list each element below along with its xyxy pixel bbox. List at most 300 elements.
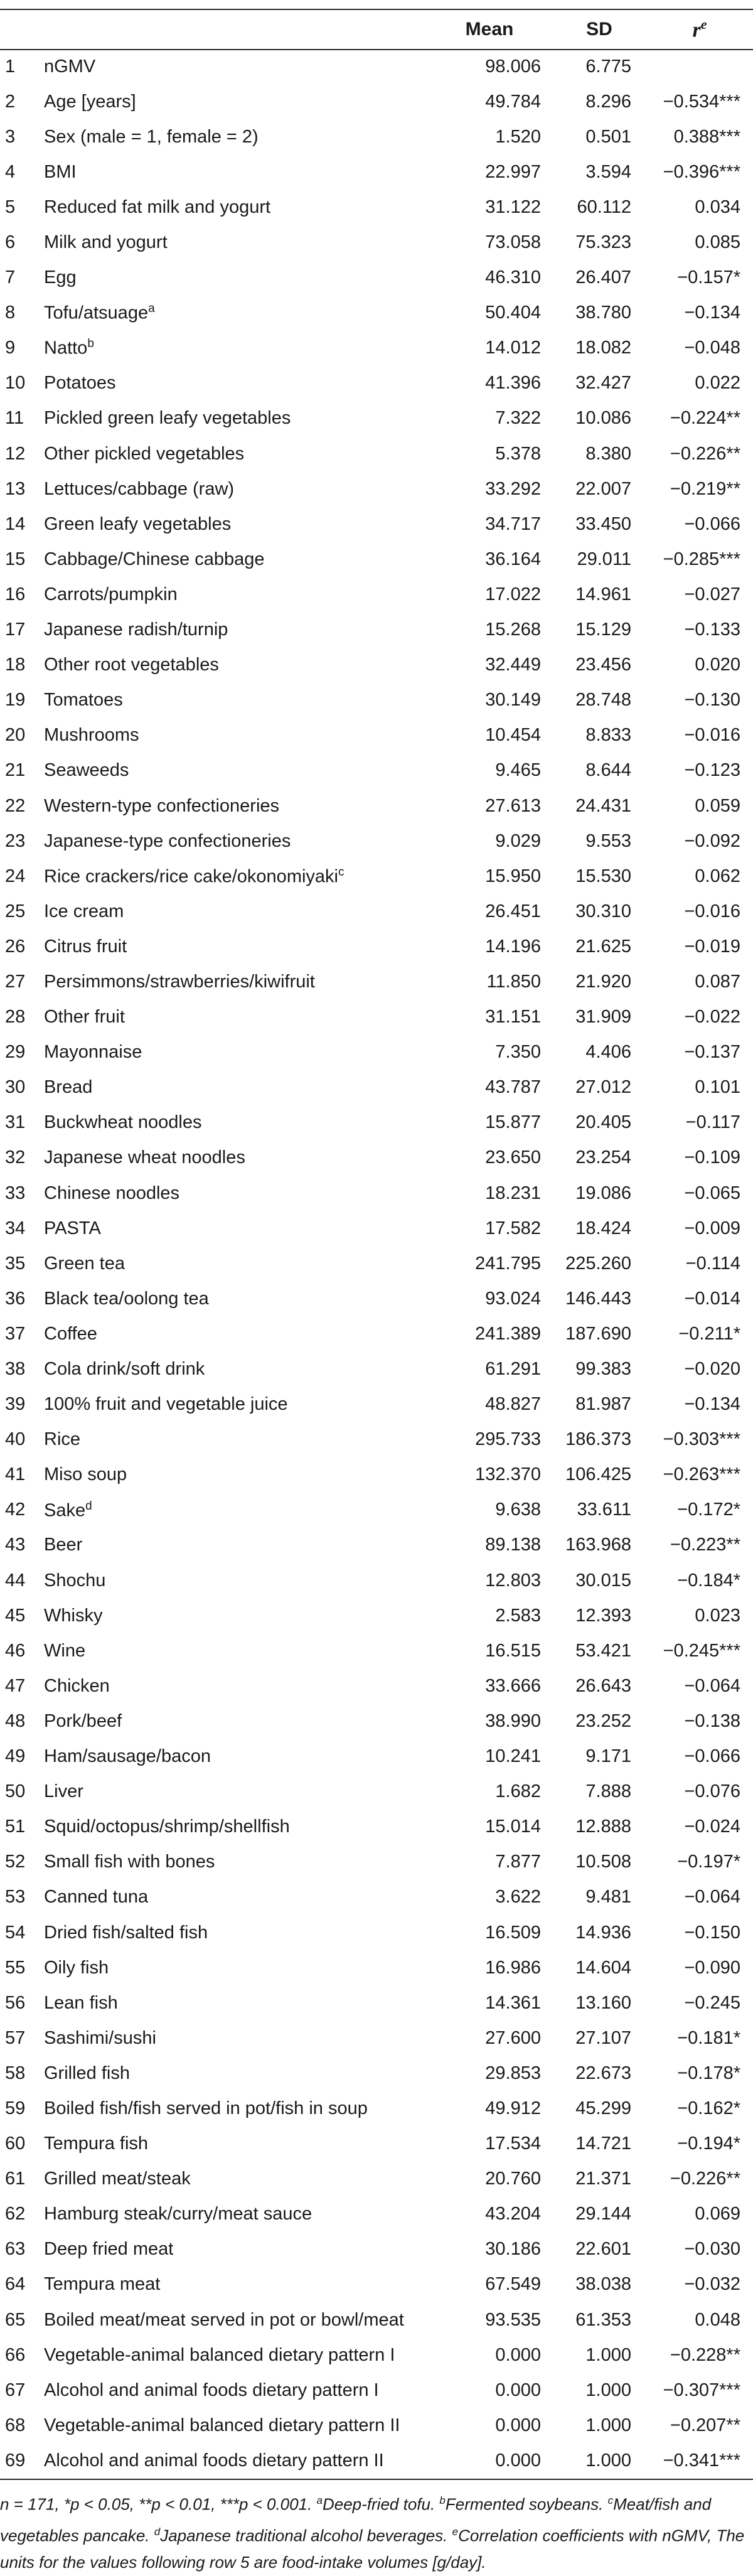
footnote-marker: c [607, 2494, 614, 2506]
row-label [39, 2302, 427, 2337]
row-index-text: 57 [5, 2027, 26, 2048]
row-label [39, 648, 427, 683]
row-mean-text: 14.012 [485, 338, 541, 358]
row-mean [427, 1070, 552, 1105]
row-mean [427, 718, 552, 753]
row-correlation-text: −0.109 [684, 1147, 740, 1168]
row-index [0, 1176, 39, 1211]
row-correlation-text: −0.137 [684, 1042, 740, 1063]
row-index-text: 36 [5, 1288, 26, 1309]
table-header [0, 10, 753, 49]
footnote-marker: d [154, 2525, 161, 2538]
footnote-marker: d [85, 1499, 92, 1513]
row-correlation-text: −0.014 [684, 1288, 740, 1309]
row-mean [427, 753, 552, 788]
row-sd [552, 2373, 646, 2408]
row-index [0, 84, 39, 119]
row-mean [427, 2162, 552, 2197]
row-mean-text: 93.535 [485, 2309, 541, 2330]
row-index-text: 13 [5, 478, 26, 499]
row-mean-text: 132.370 [475, 1464, 541, 1485]
row-index-text: 21 [5, 760, 26, 781]
row-sd [552, 2408, 646, 2443]
row-correlation-text: −0.114 [685, 1253, 740, 1274]
row-index [0, 1668, 39, 1704]
row-correlation [646, 2232, 753, 2267]
row-label-text: Potatoes [44, 373, 116, 394]
row-label [39, 1985, 427, 2021]
row-label-text: Milk and yogurt [44, 232, 168, 253]
row-mean [427, 1528, 552, 1563]
table-row [0, 1176, 753, 1211]
row-label-text: Rice crackers/rice cake/okonomiyaki [44, 866, 338, 887]
row-mean [427, 2127, 552, 2162]
row-correlation [646, 2337, 753, 2373]
row-index [0, 2021, 39, 2056]
row-mean [427, 1950, 552, 1985]
row-sd-text: 15.530 [575, 866, 631, 886]
row-index [0, 859, 39, 894]
row-sd [552, 436, 646, 471]
row-mean [427, 964, 552, 999]
row-sd [552, 929, 646, 964]
table-row [0, 296, 753, 331]
row-correlation-text: −0.172* [677, 1500, 740, 1520]
row-correlation-text: −0.162* [677, 2098, 740, 2118]
row-mean [427, 542, 552, 577]
row-index [0, 1528, 39, 1563]
row-sd [552, 1774, 646, 1810]
row-correlation-text: 0.022 [695, 373, 740, 394]
row-label [39, 1845, 427, 1880]
row-index [0, 1774, 39, 1810]
row-correlation [646, 648, 753, 683]
row-mean-text: 33.666 [485, 1675, 541, 1696]
row-correlation [646, 1774, 753, 1810]
row-correlation-text: 0.069 [695, 2204, 740, 2224]
row-correlation [646, 1845, 753, 1880]
table-row [0, 1246, 753, 1281]
row-correlation-text: −0.184* [677, 1570, 740, 1591]
row-index-text: 60 [5, 2133, 26, 2154]
row-correlation-text: −0.066 [684, 1746, 740, 1767]
row-mean-text: 7.322 [495, 408, 541, 429]
row-correlation-text: −0.226** [670, 2169, 740, 2189]
row-label-text: Dried fish/salted fish [44, 1922, 208, 1943]
row-sd [552, 788, 646, 824]
row-correlation [646, 154, 753, 190]
row-label-text: Grilled meat/steak [44, 2169, 191, 2189]
row-sd-text: 9.171 [585, 1746, 631, 1767]
row-sd [552, 1351, 646, 1387]
row-label-text: Oily fish [44, 1957, 109, 1978]
row-correlation-text: 0.388*** [673, 126, 740, 147]
row-label-text: Japanese wheat noodles [44, 1147, 245, 1168]
row-mean [427, 1422, 552, 1457]
row-label [39, 1598, 427, 1633]
table-footnotes [0, 2487, 750, 2576]
row-correlation-text: −0.197* [677, 1852, 740, 1872]
row-mean-text: 9.638 [495, 1500, 541, 1520]
row-mean-text: 34.717 [485, 513, 541, 534]
row-label-text: Small fish with bones [44, 1852, 215, 1872]
row-index [0, 1000, 39, 1035]
row-correlation [646, 1035, 753, 1070]
row-index [0, 964, 39, 999]
row-label [39, 2337, 427, 2373]
row-label [39, 683, 427, 718]
row-correlation-text: −0.303*** [663, 1429, 740, 1450]
row-sd-text: 163.968 [565, 1535, 631, 1555]
row-label-text: Pickled green leafy vegetables [44, 408, 291, 429]
row-correlation-text: 0.059 [695, 795, 740, 816]
table-row [0, 577, 753, 612]
row-label [39, 718, 427, 753]
row-mean-text: 31.151 [485, 1007, 541, 1028]
table-row [0, 225, 753, 260]
row-correlation-text: −0.064 [684, 1675, 740, 1696]
row-mean [427, 2373, 552, 2408]
table-row [0, 753, 753, 788]
row-index-text: 42 [5, 1500, 26, 1520]
row-correlation [646, 1387, 753, 1422]
row-index [0, 2302, 39, 2337]
row-mean [427, 225, 552, 260]
row-label-text: Reduced fat milk and yogurt [44, 196, 271, 217]
table-row [0, 1422, 753, 1457]
row-correlation-text: −0.065 [684, 1183, 740, 1203]
row-correlation-text: 0.034 [695, 196, 740, 217]
row-correlation-text: −0.076 [684, 1781, 740, 1802]
row-sd-text: 31.909 [575, 1007, 631, 1028]
table-row [0, 542, 753, 577]
row-sd [552, 859, 646, 894]
row-sd [552, 1211, 646, 1246]
row-index-text: 30 [5, 1077, 26, 1098]
row-index [0, 154, 39, 190]
row-mean-text: 67.549 [485, 2274, 541, 2295]
row-correlation [646, 788, 753, 824]
row-correlation-text: −0.048 [684, 338, 740, 358]
row-correlation-text: 0.048 [695, 2309, 740, 2330]
row-sd-text: 99.383 [575, 1359, 631, 1380]
row-sd-text: 15.129 [575, 620, 631, 640]
table-row [0, 1493, 753, 1528]
row-sd [552, 1668, 646, 1704]
row-index-text: 66 [5, 2344, 26, 2365]
row-correlation-text: −0.219** [670, 478, 740, 499]
table-row [0, 2091, 753, 2126]
row-label-text: Citrus fruit [44, 936, 127, 957]
row-index [0, 929, 39, 964]
table-row [0, 1985, 753, 2021]
row-index-text: 16 [5, 584, 26, 604]
row-correlation-text: −0.030 [684, 2239, 740, 2260]
row-label [39, 859, 427, 894]
row-label [39, 436, 427, 471]
row-sd-text: 26.407 [575, 267, 631, 288]
row-correlation-text: −0.307*** [663, 2380, 740, 2400]
row-correlation [646, 1950, 753, 1985]
row-correlation [646, 2408, 753, 2443]
table-row [0, 1351, 753, 1387]
row-mean [427, 1000, 552, 1035]
row-mean-text: 31.122 [485, 196, 541, 217]
row-mean [427, 2056, 552, 2091]
row-mean-text: 7.350 [495, 1042, 541, 1063]
row-index [0, 1704, 39, 1739]
row-label-text: Sake [44, 1500, 86, 1521]
table-row [0, 154, 753, 190]
row-correlation [646, 119, 753, 154]
row-index [0, 2056, 39, 2091]
row-mean [427, 1351, 552, 1387]
row-index-text: 62 [5, 2204, 26, 2224]
row-label-text: Alcohol and animal foods dietary pattern II [44, 2450, 384, 2471]
table-row [0, 1387, 753, 1422]
row-mean-text: 16.509 [485, 1922, 541, 1943]
row-sd-text: 60.112 [577, 196, 631, 217]
row-correlation [646, 1457, 753, 1493]
row-index [0, 2232, 39, 2267]
row-label-text: BMI [44, 161, 77, 182]
row-correlation [646, 1105, 753, 1140]
row-index-text: 52 [5, 1852, 26, 1872]
row-index-text: 39 [5, 1394, 26, 1415]
row-label [39, 49, 427, 84]
row-mean-text: 17.582 [485, 1218, 541, 1238]
row-sd [552, 1845, 646, 1880]
row-correlation [646, 1880, 753, 1915]
row-mean-text: 7.877 [495, 1852, 541, 1872]
row-sd-text: 1.000 [585, 2415, 631, 2435]
row-mean-text: 29.853 [485, 2063, 541, 2083]
row-label-text: Whisky [44, 1605, 103, 1626]
row-correlation [646, 2127, 753, 2162]
row-correlation-text: −0.245 [684, 1992, 740, 2013]
row-sd-text: 18.082 [575, 338, 631, 358]
row-sd [552, 119, 646, 154]
row-index [0, 2127, 39, 2162]
row-index [0, 225, 39, 260]
row-correlation-text: −0.123 [684, 760, 740, 781]
row-correlation [646, 401, 753, 436]
row-index [0, 1633, 39, 1668]
row-sd [552, 154, 646, 190]
row-label [39, 1070, 427, 1105]
row-correlation [646, 2443, 753, 2478]
row-label [39, 366, 427, 401]
row-label-text: Sex (male = 1, female = 2) [44, 126, 259, 147]
row-correlation [646, 577, 753, 612]
row-mean-text: 30.149 [485, 690, 541, 711]
table-row [0, 1774, 753, 1810]
row-mean-text: 98.006 [485, 56, 541, 77]
row-label [39, 613, 427, 648]
row-mean [427, 2337, 552, 2373]
row-label [39, 1105, 427, 1140]
table-row [0, 683, 753, 718]
row-index [0, 1880, 39, 1915]
row-sd [552, 542, 646, 577]
row-index [0, 296, 39, 331]
row-label-text: Boiled meat/meat served in pot or bowl/meat [44, 2309, 404, 2330]
table-row [0, 2197, 753, 2232]
row-sd [552, 824, 646, 859]
row-correlation [646, 2302, 753, 2337]
row-correlation [646, 683, 753, 718]
row-index-text: 9 [5, 338, 16, 358]
row-label-text: Miso soup [44, 1464, 127, 1485]
row-correlation-text: −0.133 [684, 620, 740, 640]
row-label [39, 1633, 427, 1668]
row-correlation [646, 1422, 753, 1457]
row-index-text: 51 [5, 1817, 26, 1837]
row-sd [552, 1880, 646, 1915]
table-row [0, 2373, 753, 2408]
row-correlation-text: −0.245*** [663, 1640, 740, 1661]
row-mean-text: 241.389 [475, 1323, 541, 1344]
row-label [39, 1739, 427, 1774]
row-correlation-text: −0.223** [670, 1535, 740, 1555]
row-sd-text: 14.936 [575, 1922, 631, 1943]
row-mean [427, 84, 552, 119]
row-label-text: Other fruit [44, 1007, 125, 1028]
row-label-text: Egg [44, 267, 77, 288]
row-mean-text: 61.291 [485, 1359, 541, 1380]
header-mean: Mean [465, 19, 514, 40]
row-sd-text: 187.690 [565, 1323, 631, 1344]
row-label [39, 753, 427, 788]
row-index-text: 2 [5, 91, 16, 112]
row-mean-text: 48.827 [485, 1394, 541, 1415]
row-sd-text: 38.038 [575, 2274, 631, 2295]
row-mean-text: 11.850 [486, 971, 541, 992]
row-sd [552, 2337, 646, 2373]
row-index [0, 1387, 39, 1422]
footnote-text: n = 171, *p < 0.05, **p < 0.01, ***p < 0.001. [0, 2494, 317, 2514]
row-mean-text: 15.877 [485, 1112, 541, 1133]
row-correlation [646, 1281, 753, 1316]
row-correlation-text: −0.019 [684, 936, 740, 957]
row-mean-text: 14.196 [485, 936, 541, 957]
row-correlation [646, 366, 753, 401]
row-label [39, 1493, 427, 1528]
row-mean [427, 1915, 552, 1950]
row-label [39, 1035, 427, 1070]
row-mean [427, 2408, 552, 2443]
row-index-text: 44 [5, 1570, 26, 1591]
row-sd-text: 0.501 [585, 126, 631, 147]
row-sd-text: 8.296 [585, 91, 631, 112]
row-correlation-text: −0.130 [684, 690, 740, 711]
row-label [39, 471, 427, 507]
row-mean-text: 17.534 [485, 2133, 541, 2154]
row-index-text: 61 [5, 2169, 26, 2189]
row-label-text: Shochu [44, 1570, 106, 1591]
row-sd-text: 22.673 [575, 2063, 631, 2083]
table-row [0, 718, 753, 753]
row-label [39, 2127, 427, 2162]
row-label-text: Hamburg steak/curry/meat sauce [44, 2204, 312, 2224]
row-correlation-text: 0.101 [695, 1077, 740, 1098]
row-sd-text: 33.450 [575, 513, 631, 534]
row-correlation [646, 613, 753, 648]
row-correlation [646, 1915, 753, 1950]
row-index [0, 753, 39, 788]
row-label [39, 507, 427, 542]
row-sd-text: 14.604 [575, 1957, 631, 1978]
row-mean [427, 613, 552, 648]
row-mean [427, 1633, 552, 1668]
row-index [0, 49, 39, 84]
row-label [39, 190, 427, 225]
row-index-text: 33 [5, 1183, 26, 1203]
row-index [0, 401, 39, 436]
row-label-text: Green tea [44, 1253, 125, 1274]
row-label [39, 1810, 427, 1845]
row-sd-text: 12.888 [575, 1817, 631, 1837]
row-index-text: 19 [5, 690, 26, 711]
row-index-text: 7 [5, 267, 16, 288]
row-correlation [646, 753, 753, 788]
row-mean-text: 10.454 [485, 725, 541, 746]
row-sd-text: 30.310 [575, 901, 631, 921]
row-mean [427, 859, 552, 894]
row-mean [427, 1140, 552, 1176]
row-sd [552, 1281, 646, 1316]
table-row [0, 824, 753, 859]
row-correlation-text: −0.224** [670, 408, 740, 429]
row-index-text: 15 [5, 549, 26, 569]
row-mean [427, 1810, 552, 1845]
row-label [39, 2056, 427, 2091]
row-sd [552, 1457, 646, 1493]
row-label [39, 1774, 427, 1810]
row-mean-text: 0.000 [495, 2450, 541, 2471]
row-index-text: 55 [5, 1957, 26, 1978]
table-row [0, 1281, 753, 1316]
row-sd-text: 21.920 [575, 971, 631, 992]
table-row [0, 2337, 753, 2373]
row-sd-text: 8.380 [585, 443, 631, 464]
row-label [39, 1457, 427, 1493]
table-row [0, 1070, 753, 1105]
row-sd [552, 894, 646, 929]
row-index [0, 1281, 39, 1316]
row-index [0, 1351, 39, 1387]
row-sd-text: 23.254 [575, 1147, 631, 1168]
row-mean-text: 241.795 [475, 1253, 541, 1274]
row-sd [552, 1176, 646, 1211]
row-index-text: 41 [5, 1464, 26, 1485]
row-sd-text: 3.594 [585, 161, 631, 182]
row-sd [552, 1316, 646, 1351]
row-label [39, 824, 427, 859]
row-correlation-text: −0.157* [677, 267, 740, 288]
row-index [0, 1810, 39, 1845]
row-sd-text: 22.601 [575, 2239, 631, 2260]
row-mean [427, 436, 552, 471]
row-correlation [646, 1493, 753, 1528]
row-mean-text: 73.058 [485, 232, 541, 253]
table-row [0, 964, 753, 999]
row-sd [552, 1035, 646, 1070]
row-correlation-text: −0.090 [684, 1957, 740, 1978]
row-correlation-text: 0.020 [695, 655, 740, 675]
row-sd-text: 4.406 [585, 1042, 631, 1063]
table-row [0, 2127, 753, 2162]
